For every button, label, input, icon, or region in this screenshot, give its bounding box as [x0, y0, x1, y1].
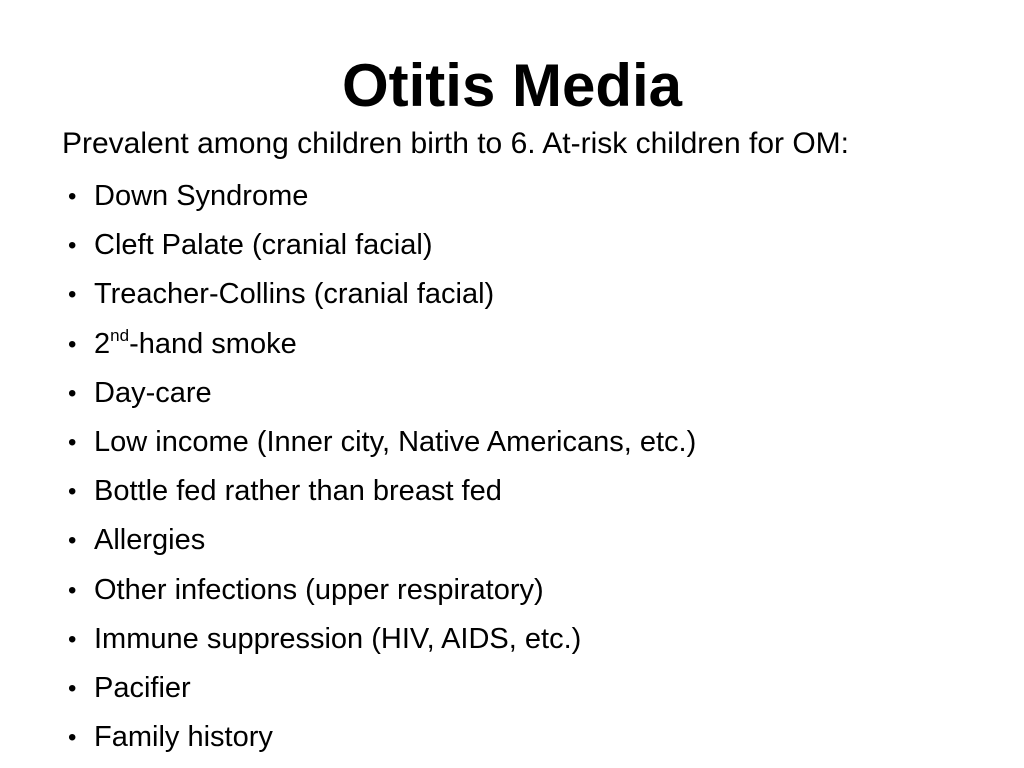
bullet-icon: •	[68, 674, 77, 702]
list-item-text: Pacifier	[94, 671, 191, 704]
bullet-icon: •	[68, 527, 77, 555]
bullet-icon: •	[68, 428, 77, 456]
list-item-text: Allergies	[94, 524, 206, 557]
list-item-text: Other infections (upper respiratory)	[94, 573, 544, 606]
list-item	[62, 172, 696, 221]
list-item	[62, 615, 696, 664]
list-item-text: Day-care	[94, 376, 212, 409]
slide-intro: Prevalent among children birth to 6. At-risk children for OM:	[62, 127, 850, 160]
bullet-icon: •	[68, 379, 77, 407]
list-item-superscript: nd	[110, 325, 130, 345]
list-item	[62, 566, 696, 615]
bullet-icon: •	[68, 232, 77, 260]
list-item-text: Family history	[94, 721, 273, 754]
list-item-text-pre: 2	[94, 327, 111, 360]
bullet-icon: •	[68, 625, 77, 653]
bullet-icon: •	[68, 724, 77, 752]
risk-factor-list	[62, 172, 696, 762]
list-item-text-post: -hand smoke	[129, 327, 297, 360]
list-item	[62, 270, 696, 319]
bullet-icon: •	[68, 576, 77, 604]
list-item-text: Low income (Inner city, Native Americans, etc.)	[94, 425, 697, 458]
slide-title: Otitis Media	[341, 52, 683, 119]
bullet-icon: •	[68, 183, 77, 210]
list-item	[62, 221, 696, 270]
bullet-icon: •	[68, 281, 77, 309]
bullet-icon: •	[68, 478, 77, 506]
list-item-text: Down Syndrome	[94, 180, 309, 212]
list-item	[62, 516, 696, 565]
list-item	[62, 713, 696, 762]
list-item	[62, 418, 696, 467]
list-item-text: Bottle fed rather than breast fed	[94, 475, 502, 508]
bullet-icon: •	[68, 330, 77, 358]
list-item-text: Immune suppression (HIV, AIDS, etc.)	[94, 622, 582, 655]
list-item	[62, 369, 696, 418]
list-item	[62, 320, 696, 369]
list-item-text: Cleft Palate (cranial facial)	[94, 229, 433, 262]
list-item	[62, 664, 696, 713]
list-item	[62, 467, 696, 516]
list-item-text: Treacher-Collins (cranial facial)	[94, 278, 495, 311]
